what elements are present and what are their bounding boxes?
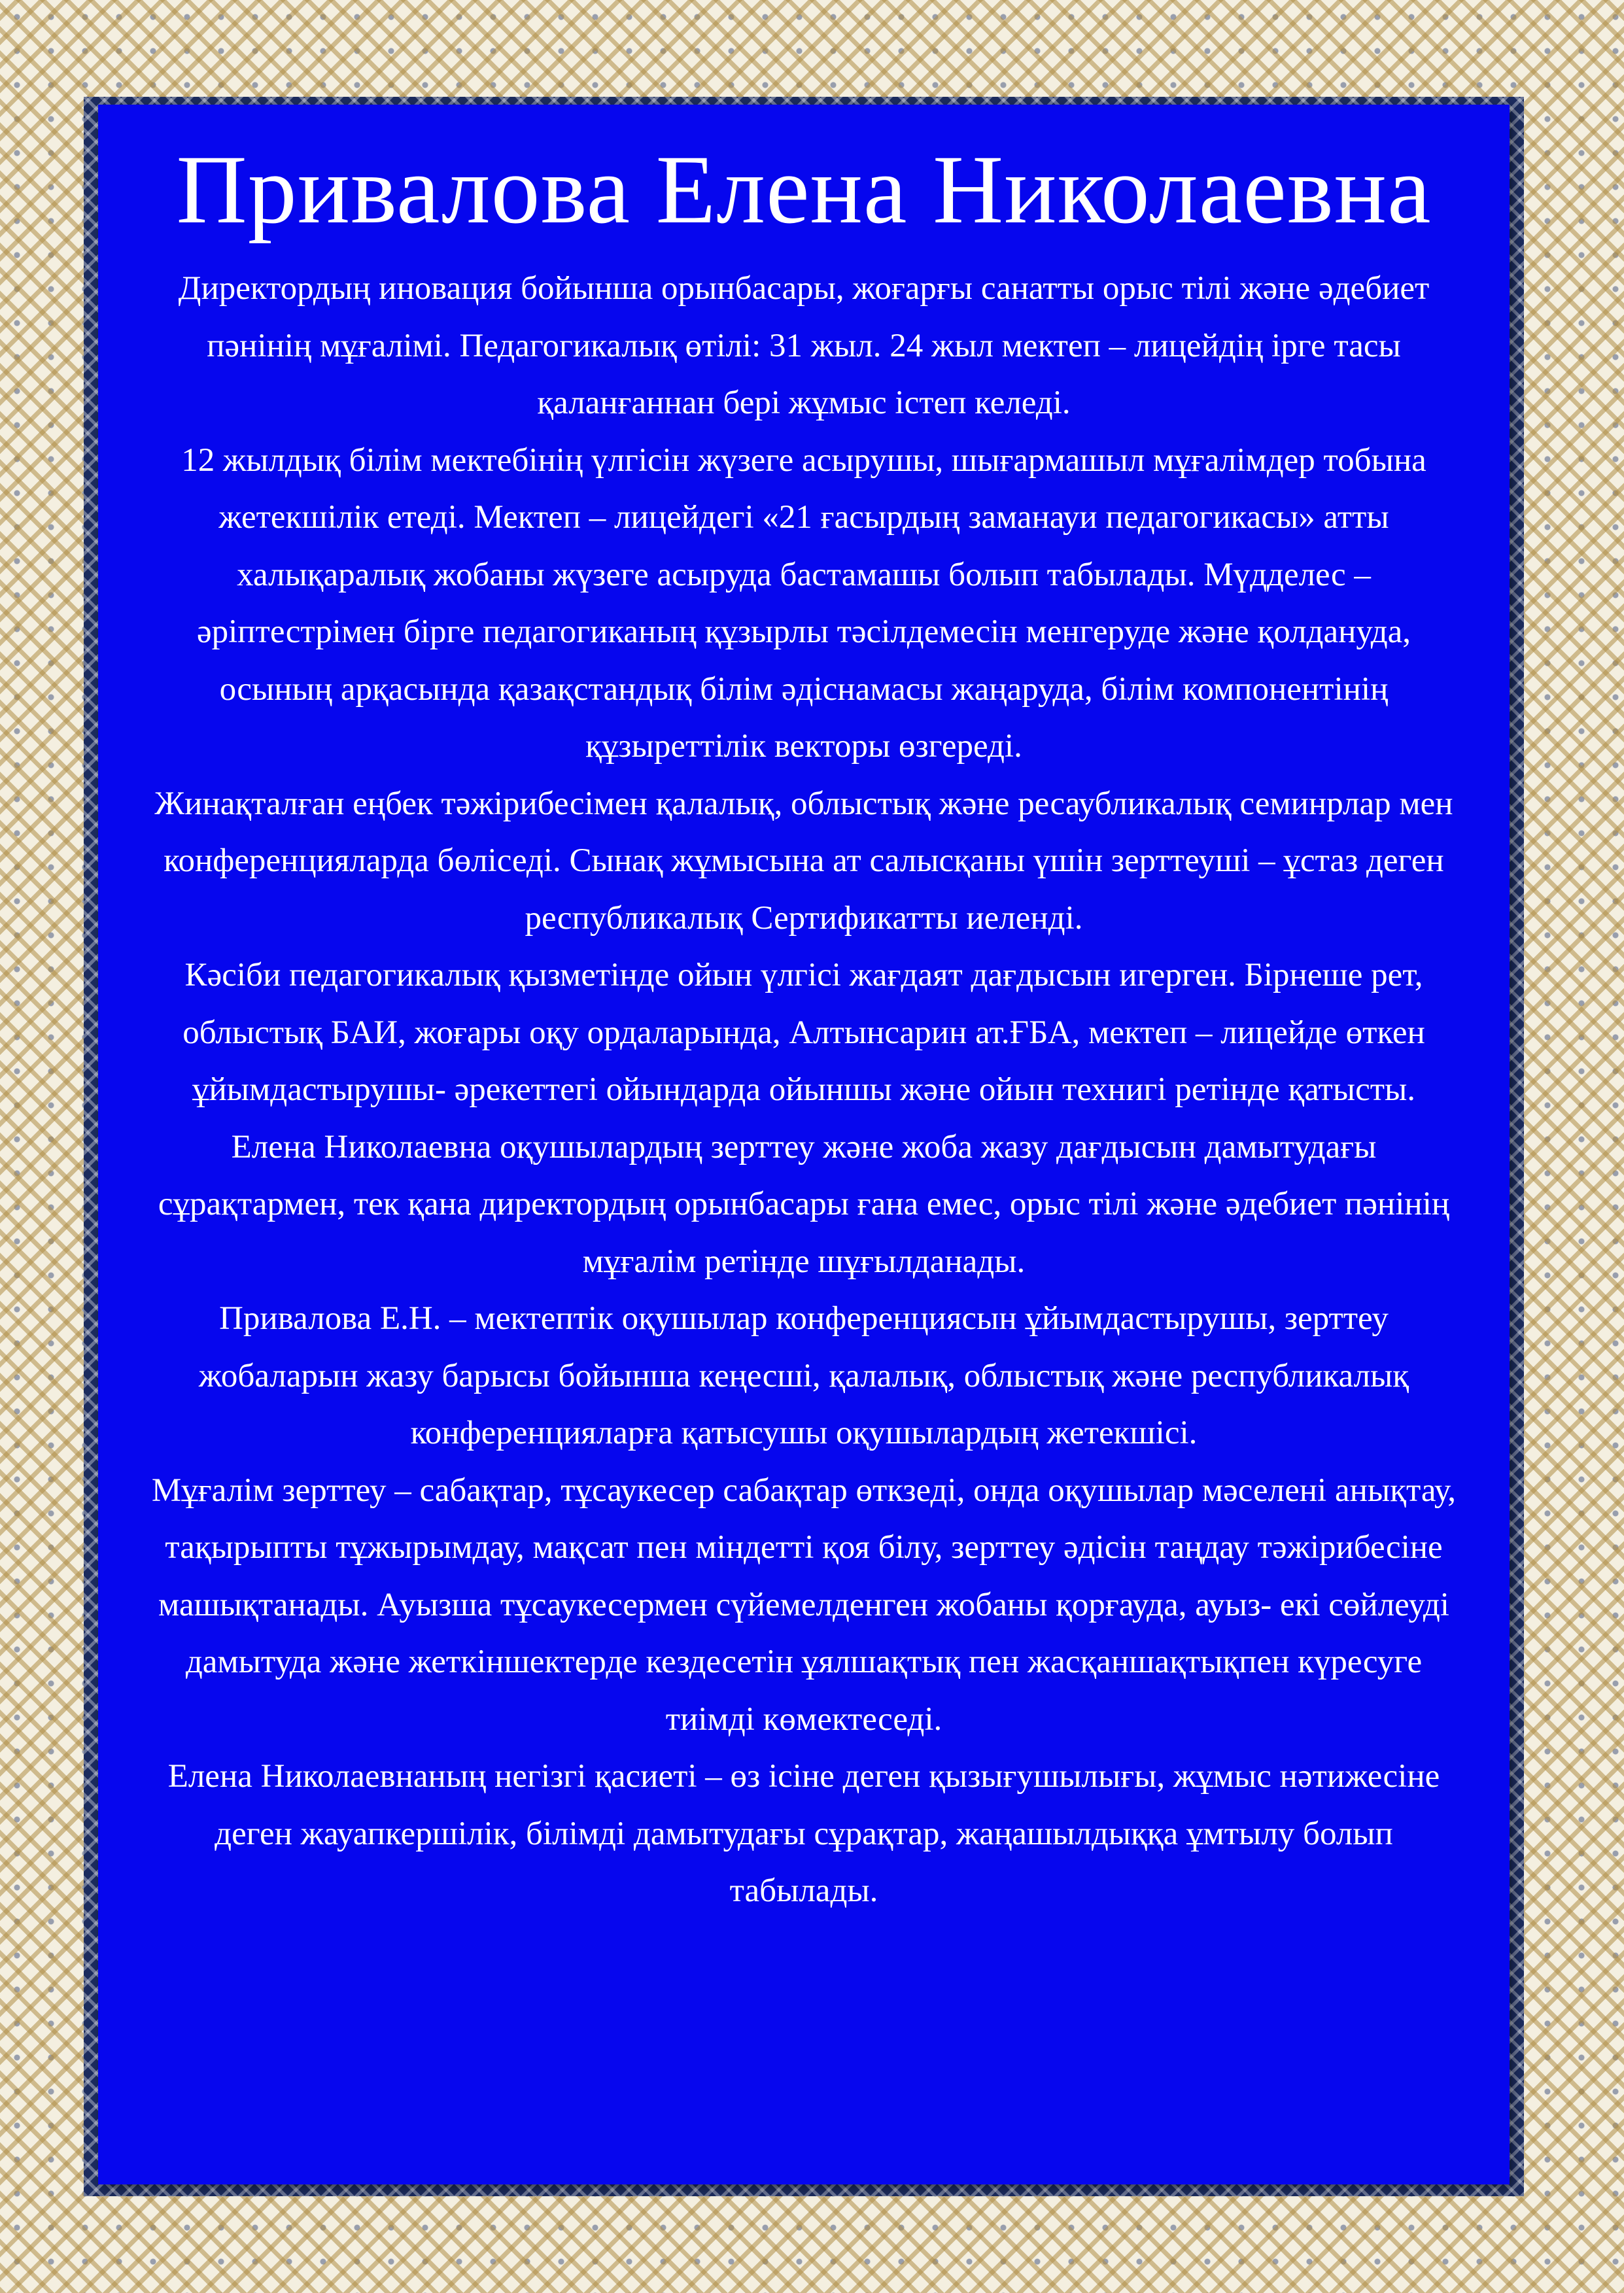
page-title: Привалова Елена Николаевна (176, 135, 1432, 244)
paragraph-qualities: Елена Николаевнаның негізгі қасиеті – өз ісіне деген қызығушылығы, жұмыс нәтижесіне деген жауапкершілік, білімді дамытудағы сұрақтар, жаңашылдыққа ұмтылу болып табылады. (167, 1758, 1440, 1909)
paragraph-research-skills: Елена Николаевна оқушылардың зерттеу және жоба жазу дағдысын дамытудағы сұрақтармен, тек қана директордың орынбасары ғана емес, орыс тілі және әдебиет пәнінің мұғалім ретінде шұғылданады. (158, 1128, 1450, 1280)
paragraph-game-model: Кәсіби педагогикалық қызметінде ойын үлгісі жағдаят дағдысын игерген. Бірнеше рет, облыстық БАИ, жоғары оқу ордаларында, Алтынсарин ат.ҒБА, мектеп – лицейде өткен ұйымдастырушы- әрекеттегі ойындарда ойыншы және ойын технигі ретінде қатысты. (182, 957, 1425, 1108)
paragraph-position: Директордың иновация бойынша орынбасары, жоғарғы санатты орыс тілі және әдебиет пәнінің мұғалімі. Педагогикалық өтілі: 31 жыл. 24 жыл мектеп – лицейдің ірге тасы қаланғаннан бері жұмыс істеп келеді. (178, 270, 1430, 421)
paragraph-experience-sharing: Жинақталған еңбек тәжірибесімен қалалық, облыстық және ресаубликалық семинрлар мен конференцияларда бөліседі. Сынақ жұмысына ат салысқаны үшін зерттеуші – ұстаз деген республикалық Сертификатты иеленді. (154, 785, 1453, 937)
paragraph-leadership: 12 жылдық білім мектебінің үлгісін жүзеге асырушы, шығармашыл мұғалімдер тобына жетекшілік етеді. Мектеп – лицейдегі «21 ғасырдың заманауи педагогикасы» атты халықаралық жобаны жүзеге асыруда бастамашы болып табылады. Мүдделес – әріптестрімен бірге педагогиканың құзырлы тәсілдемесін менгеруде және қолдануда, осының арқасында қазақстандық білім әдіснамасы жаңаруда, білім компонентінің құзыреттілік векторы өзгереді. (181, 441, 1426, 765)
paragraph-conferences: Привалова Е.Н. – мектептік оқушылар конференциясын ұйымдастырушы, зерттеу жобаларын жазу барысы бойынша кеңесші, қалалық, облыстық және республикалық конференцияларға қатысушы оқушылардың жетекшісі. (198, 1300, 1409, 1451)
content-panel (98, 105, 1510, 2184)
paragraph-research-lessons: Мұғалім зерттеу – сабақтар, тұсаукесер сабақтар өткзеді, онда оқушылар мәселені анықтау, тақырыпты тұжырымдау, мақсат пен міндетті қоя білу, зерттеу әдісін таңдау тәжірибесіне машықтанады. Ауызша тұсаукесермен сүйемелденген жобаны қорғауда, ауыз- екі сөйлеуді дамытуда және жеткіншектерде кездесетін ұялшақтық пен жасқаншақтықпен күресуге тиімді көмектеседі. (151, 1472, 1457, 1738)
biography-text (150, 260, 1457, 1920)
